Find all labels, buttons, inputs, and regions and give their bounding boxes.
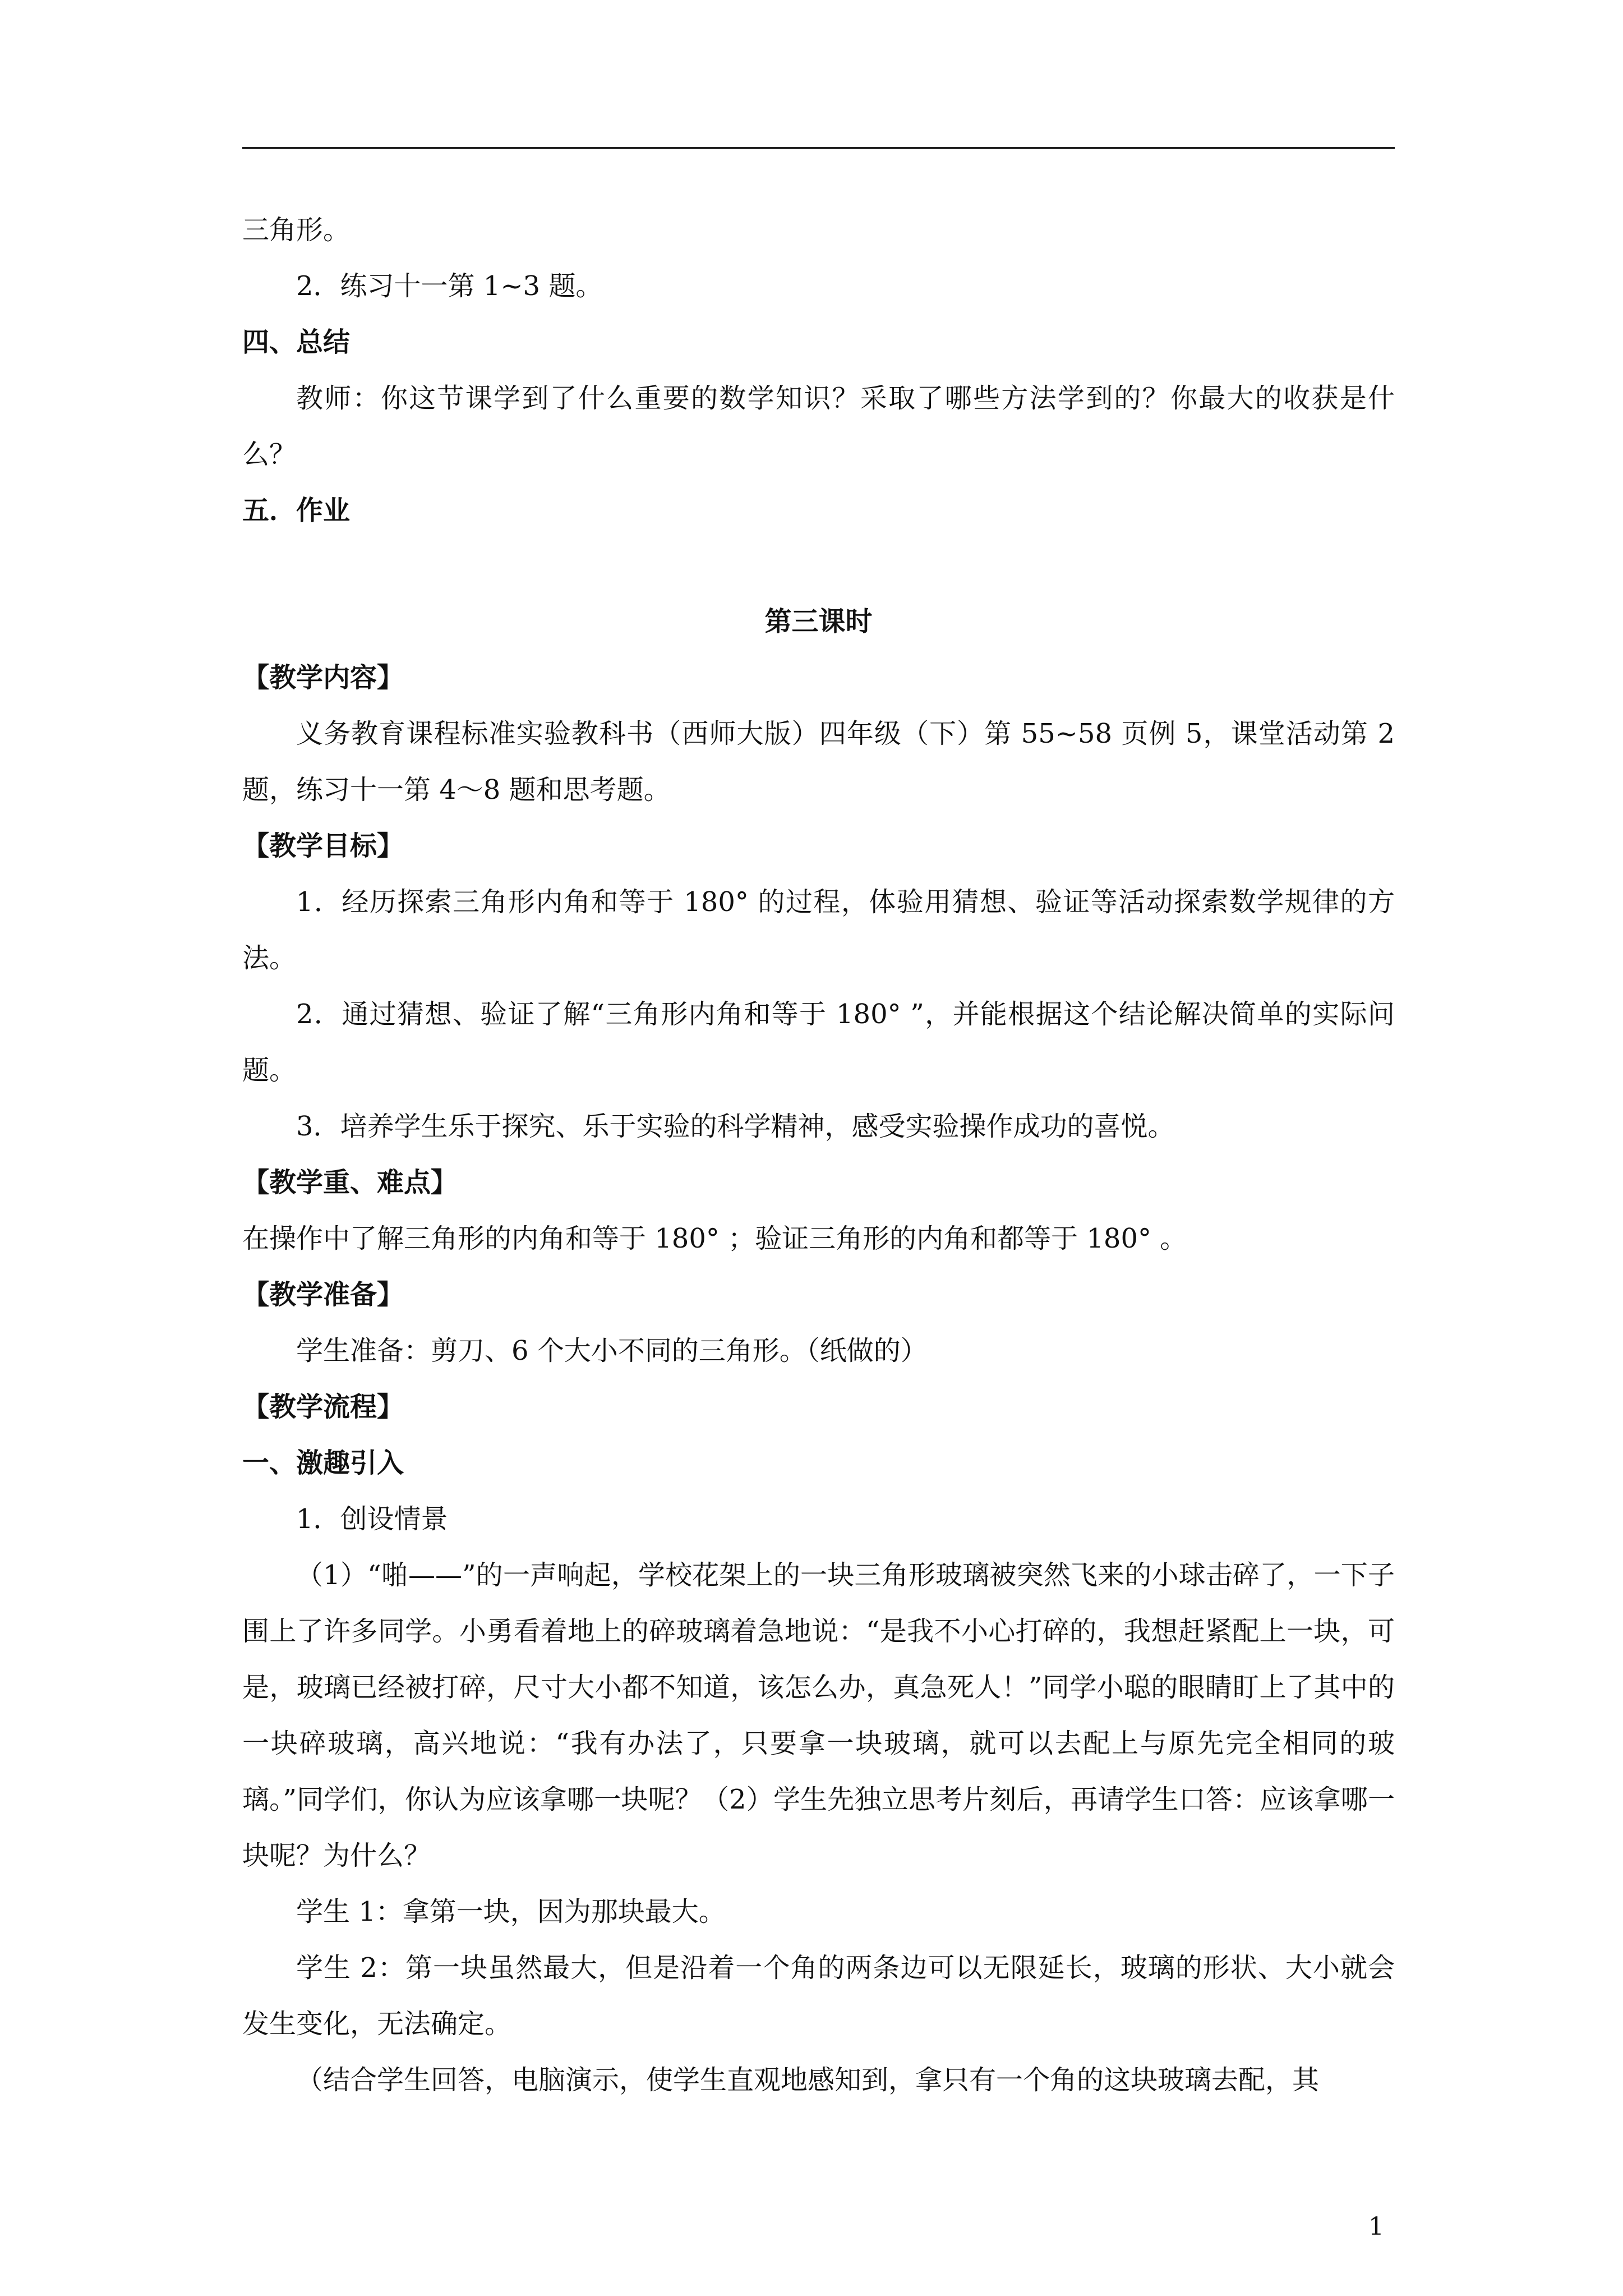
paragraph-teacher-question: 教师：你这节课学到了什么重要的数学知识？采取了哪些方法学到的？你最大的收获是什么？ bbox=[242, 383, 1395, 470]
paragraph-scenario: （1）“啪——”的一声响起，学校花架上的一块三角形玻璃被突然飞来的小球击碎了，一下子围上了许多同学。小勇看着地上的碎玻璃着急地说：“是我不小心打碎的，我想赶紧配上一块，可是，玻璃已经被打碎，尺寸大小都不知道，该怎么办，真急死人！”同学小聪的眼睛盯上了其中的一块碎玻璃，高兴地说：“我有办法了，只要拿一块玻璃，就可以去配上与原先完全相同的玻璃。”同学们，你认为应该拿哪一块呢？（2）学生先独立思考片刻后，再请学生口答：应该拿哪一块呢？为什么？ bbox=[242, 1559, 1395, 1871]
goal-item-1: 1．经历探索三角形内角和等于 180° 的过程，体验用猜想、验证等活动探索数学规律的方法。 bbox=[242, 886, 1395, 974]
paragraph-demo-note: （结合学生回答，电脑演示，使学生直观地感知到，拿只有一个角的这块玻璃去配，其 bbox=[296, 2064, 1320, 2096]
heading-preparation: 【教学准备】 bbox=[242, 1279, 404, 1310]
paragraph-student-1: 学生 1：拿第一块，因为那块最大。 bbox=[296, 1896, 726, 1927]
heading-introduction: 一、激趣引入 bbox=[242, 1447, 404, 1479]
goal-item-2: 2．通过猜想、验证了解“三角形内角和等于 180° ”，并能根据这个结论解决简单的实际问题。 bbox=[242, 999, 1395, 1086]
document-body bbox=[242, 202, 1395, 2108]
page-number: 1 bbox=[1368, 2212, 1384, 2241]
heading-teaching-content: 【教学内容】 bbox=[242, 662, 404, 693]
paragraph-scenario-title: 1．创设情景 bbox=[296, 1503, 448, 1535]
paragraph-student-2: 学生 2：第一块虽然最大，但是沿着一个角的两条边可以无限延长，玻璃的形状、大小就会发生变化，无法确定。 bbox=[242, 1952, 1395, 2040]
heading-process: 【教学流程】 bbox=[242, 1391, 404, 1423]
paragraph-preparation: 学生准备：剪刀、6 个大小不同的三角形。（纸做的） bbox=[296, 1335, 928, 1366]
paragraph-continuation: 三角形。 bbox=[242, 214, 351, 246]
heading-key-points: 【教学重、难点】 bbox=[242, 1167, 458, 1198]
goal-item-3: 3．培养学生乐于探究、乐于实验的科学精神，感受实验操作成功的喜悦。 bbox=[296, 1111, 1175, 1142]
heading-homework: 五．作业 bbox=[242, 495, 351, 526]
lesson-title: 第三课时 bbox=[764, 606, 873, 637]
header-rule bbox=[242, 147, 1395, 149]
paragraph-teaching-content: 义务教育课程标准实验教科书（西师大版）四年级（下）第 55~58 页例 5，课堂活动第 2 题，练习十一第 4～8 题和思考题。 bbox=[242, 718, 1395, 806]
paragraph-key-points: 在操作中了解三角形的内角和等于 180° ；验证三角形的内角和都等于 180° 。 bbox=[242, 1223, 1187, 1254]
paragraph-exercise: 2．练习十一第 1~3 题。 bbox=[296, 270, 603, 302]
heading-teaching-goals: 【教学目标】 bbox=[242, 830, 404, 862]
heading-summary: 四、总结 bbox=[242, 326, 351, 358]
